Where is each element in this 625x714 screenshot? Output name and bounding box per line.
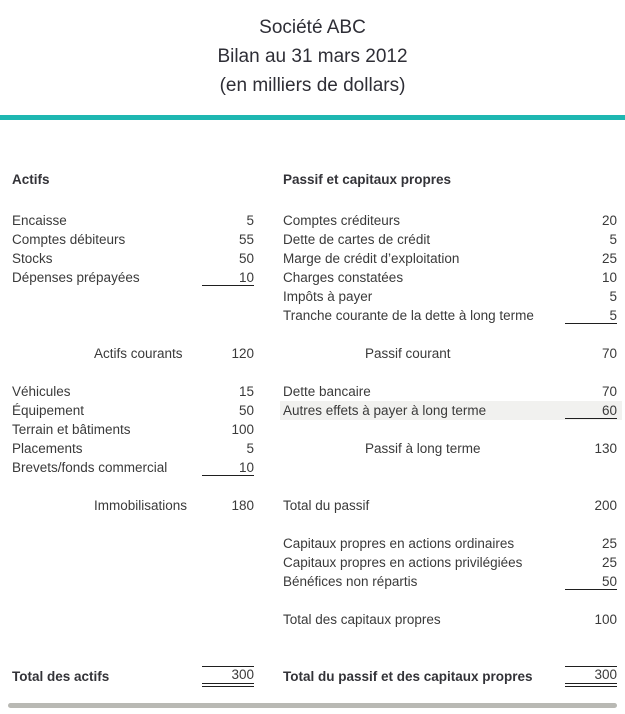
item-value: 5	[609, 289, 617, 304]
liabilities-equity-rows	[283, 211, 617, 686]
item-value: 120	[231, 346, 254, 361]
line-item-row	[12, 211, 254, 230]
item-label: Immobilisations	[94, 498, 188, 513]
item-value: 180	[231, 498, 254, 513]
row-spacer	[12, 363, 254, 382]
item-value: 130	[594, 441, 617, 456]
row-spacer	[283, 363, 617, 382]
item-label: Comptes débiteurs	[12, 232, 126, 247]
row-spacer	[283, 515, 617, 534]
line-item-row	[12, 439, 254, 458]
subtotal-row	[283, 344, 617, 363]
item-label: Actifs courants	[94, 346, 183, 361]
document-title-block	[0, 13, 625, 100]
item-label: Brevets/fonds commercial	[12, 460, 168, 475]
line-item-row	[12, 268, 254, 287]
line-item-row	[12, 420, 254, 439]
row-spacer	[283, 325, 617, 344]
item-value: 60	[565, 403, 617, 419]
item-label: Placements	[12, 441, 83, 456]
item-label: Passif à long terme	[365, 441, 481, 456]
line-item-row	[283, 496, 617, 515]
item-value: 15	[238, 384, 254, 399]
item-value: 25	[601, 555, 617, 570]
item-value: 25	[601, 251, 617, 266]
item-label: Équipement	[12, 403, 85, 418]
line-item-row	[12, 249, 254, 268]
item-value: 100	[231, 422, 254, 437]
item-value: 5	[246, 213, 254, 228]
item-label: Total du passif	[283, 498, 370, 513]
item-label: Dette de cartes de crédit	[283, 232, 431, 247]
line-item-row	[283, 401, 617, 420]
item-value: 10	[202, 460, 254, 476]
subtotal-row	[12, 344, 254, 363]
item-value: 5	[246, 441, 254, 456]
line-item-row	[283, 572, 617, 591]
header-divider-line	[0, 115, 625, 120]
item-value: 200	[594, 498, 617, 513]
item-label: Tranche courante de la dette à long terme	[283, 308, 534, 323]
row-spacer	[12, 287, 254, 344]
total-row	[283, 667, 617, 686]
item-value: 70	[601, 346, 617, 361]
statement-title: Bilan au 31 mars 2012	[217, 46, 408, 67]
subtotal-row	[283, 439, 617, 458]
horizontal-scrollbar-thumb[interactable]	[8, 703, 617, 708]
item-value: 50	[238, 403, 254, 418]
liabilities-equity-section-header: Passif et capitaux propres	[283, 172, 452, 187]
row-spacer	[12, 515, 254, 667]
line-item-row	[283, 306, 617, 325]
item-value: 5	[565, 308, 617, 324]
row-spacer	[283, 458, 617, 496]
item-label: Charges constatées	[283, 270, 404, 285]
line-item-row	[283, 610, 617, 629]
assets-column	[12, 172, 254, 686]
liabilities-equity-column	[283, 172, 617, 686]
item-value: 10	[202, 270, 254, 286]
item-value: 25	[601, 536, 617, 551]
total-row	[12, 667, 254, 686]
assets-rows	[12, 211, 254, 686]
item-label: Capitaux propres en actions privilégiées	[283, 555, 523, 570]
item-value: 70	[601, 384, 617, 399]
row-spacer	[283, 420, 617, 439]
row-spacer	[283, 629, 617, 667]
item-value: 55	[238, 232, 254, 247]
line-item-row	[283, 211, 617, 230]
item-value: 20	[601, 213, 617, 228]
item-value: 300	[565, 666, 617, 687]
line-item-row	[283, 230, 617, 249]
item-value: 50	[565, 574, 617, 590]
line-item-row	[12, 230, 254, 249]
item-label: Bénéfices non répartis	[283, 574, 418, 589]
item-label: Impôts à payer	[283, 289, 373, 304]
company-name: Société ABC	[259, 17, 366, 38]
line-item-row	[283, 534, 617, 553]
item-value: 50	[238, 251, 254, 266]
item-value: 10	[601, 270, 617, 285]
item-label: Terrain et bâtiments	[12, 422, 131, 437]
item-value: 100	[594, 612, 617, 627]
subtotal-row	[12, 496, 254, 515]
line-item-row	[283, 249, 617, 268]
item-label: Autres effets à payer à long terme	[283, 403, 487, 418]
row-spacer	[283, 591, 617, 610]
line-item-row	[283, 382, 617, 401]
assets-section-header: Actifs	[12, 172, 50, 187]
item-label: Dette bancaire	[283, 384, 371, 399]
item-label: Total des actifs	[12, 669, 110, 684]
item-label: Marge de crédit d’exploitation	[283, 251, 460, 266]
item-label: Total des capitaux propres	[283, 612, 441, 627]
item-label: Encaisse	[12, 213, 67, 228]
units-note: (en milliers de dollars)	[219, 75, 406, 96]
row-spacer	[12, 477, 254, 496]
line-item-row	[283, 287, 617, 306]
item-value: 300	[202, 666, 254, 687]
item-label: Véhicules	[12, 384, 71, 399]
item-label: Dépenses prépayées	[12, 270, 140, 285]
line-item-row	[283, 268, 617, 287]
item-label: Capitaux propres en actions ordinaires	[283, 536, 515, 551]
item-value: 5	[609, 232, 617, 247]
line-item-row	[283, 553, 617, 572]
item-label: Stocks	[12, 251, 53, 266]
line-item-row	[12, 458, 254, 477]
item-label: Passif courant	[365, 346, 451, 361]
item-label: Comptes créditeurs	[283, 213, 401, 228]
line-item-row	[12, 382, 254, 401]
line-item-row	[12, 401, 254, 420]
item-label: Total du passif et des capitaux propres	[283, 669, 533, 684]
